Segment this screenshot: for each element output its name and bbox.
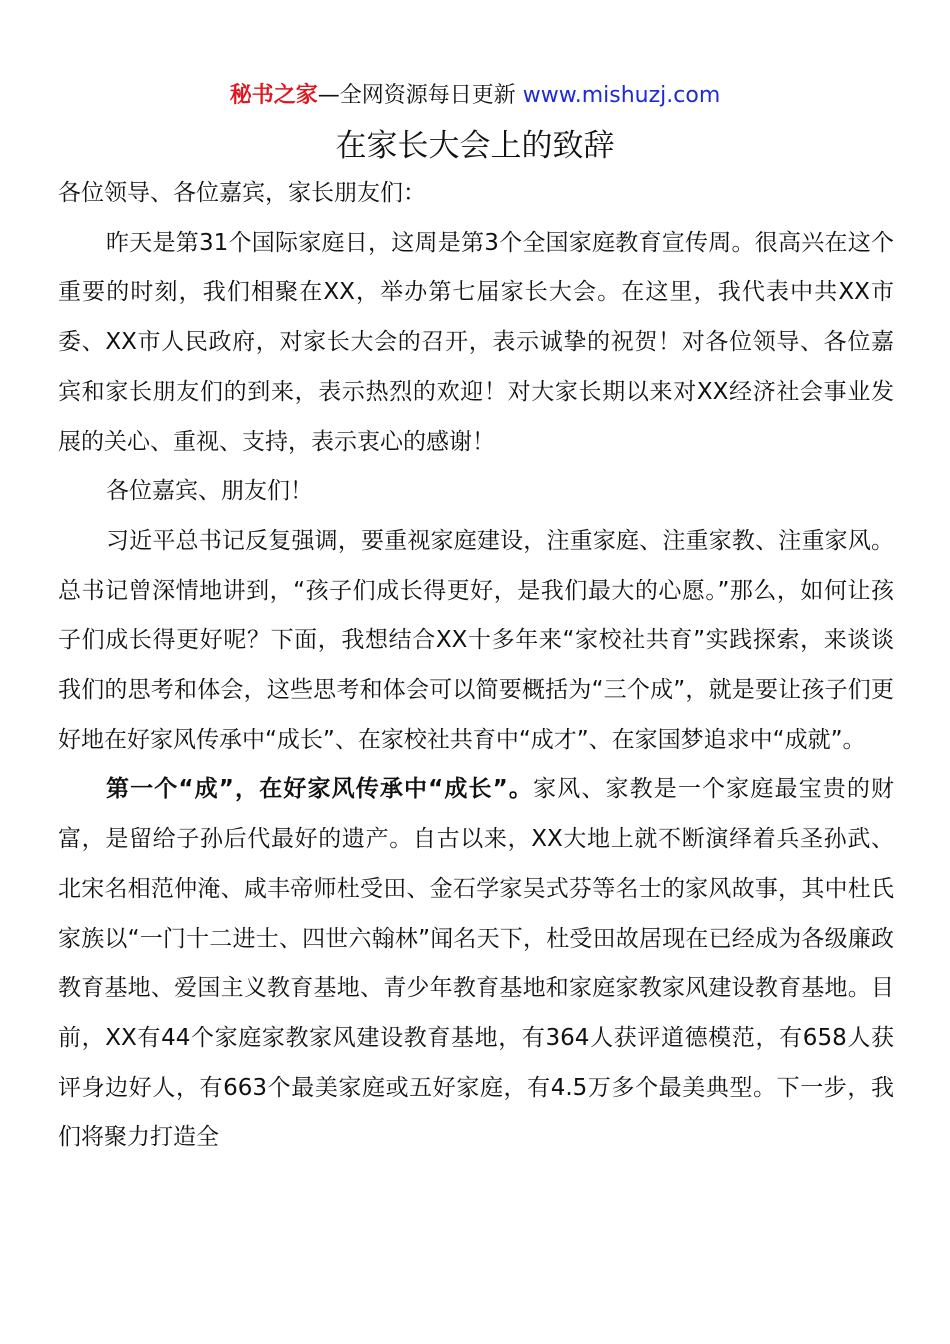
paragraph-3: 习近平总书记反复强调，要重视家庭建设，注重家庭、注重家教、注重家风。总书记曾深情地讲到，“孩子们成长得更好，是我们最大的心愿。”那么，如何让孩子们成长得更好呢？下面，我想结合XX十多年来“家校社共育”实践探索，来谈谈我们的思考和体会，这些思考和体会可以简要概括为“三个成”，就是要让孩子们更好地在好家风传承中“成长”、在家校社共育中“成才”、在家国梦追求中“成就”。: [58, 527, 894, 753]
brand-name: 秘书之家: [229, 83, 318, 108]
paragraph-4: [58, 765, 894, 1163]
paragraph-1: 昨天是第31个国际家庭日，这周是第3个全国家庭教育宣传周。很高兴在这个重要的时刻，我们相聚在XX，举办第七届家长大会。在这里，我代表中共XX市委、XX市人民政府，对家长大会的召开，表示诚挚的祝贺！对各位领导、各位嘉宾和家长朋友们的到来，表示热烈的欢迎！对大家长期以来对XX经济社会事业发展的关心、重视、支持，表示衷心的感谢！: [58, 229, 894, 455]
paragraph-4-heading: 第一个“成”，在好家风传承中“成长”。: [106, 776, 534, 803]
document-body: [58, 169, 894, 1163]
site-tagline: —全网资源每日更新: [317, 83, 516, 108]
paragraph-2: 各位嘉宾、朋友们！: [106, 478, 313, 505]
site-url-link[interactable]: www.mishuzj.com: [522, 83, 721, 108]
document-title: 在家长大会上的致辞: [335, 128, 615, 164]
site-header: [0, 80, 950, 112]
salutation: 各位领导、各位嘉宾，家长朋友们：: [58, 180, 426, 206]
paragraph-4-body: 家风、家教是一个家庭最宝贵的财富，是留给子孙后代最好的遗产。自古以来，XX大地上就不断演绎着兵圣孙武、北宋名相范仲淹、咸丰帝师杜受田、金石学家吴式芬等名士的家风故事，其中杜氏家族以“一门十二进士、四世六翰林”闻名天下，杜受田故居现在已经成为各级廉政教育基地、爱国主义教育基地、青少年教育基地和家庭家教家风建设教育基地。目前，XX有44个家庭家教家风建设教育基地，有364人获评道德模范，有658人获评身边好人，有663个最美家庭或五好家庭，有4.5万多个最美典型。下一步，我们将聚力打造全: [58, 776, 895, 1151]
